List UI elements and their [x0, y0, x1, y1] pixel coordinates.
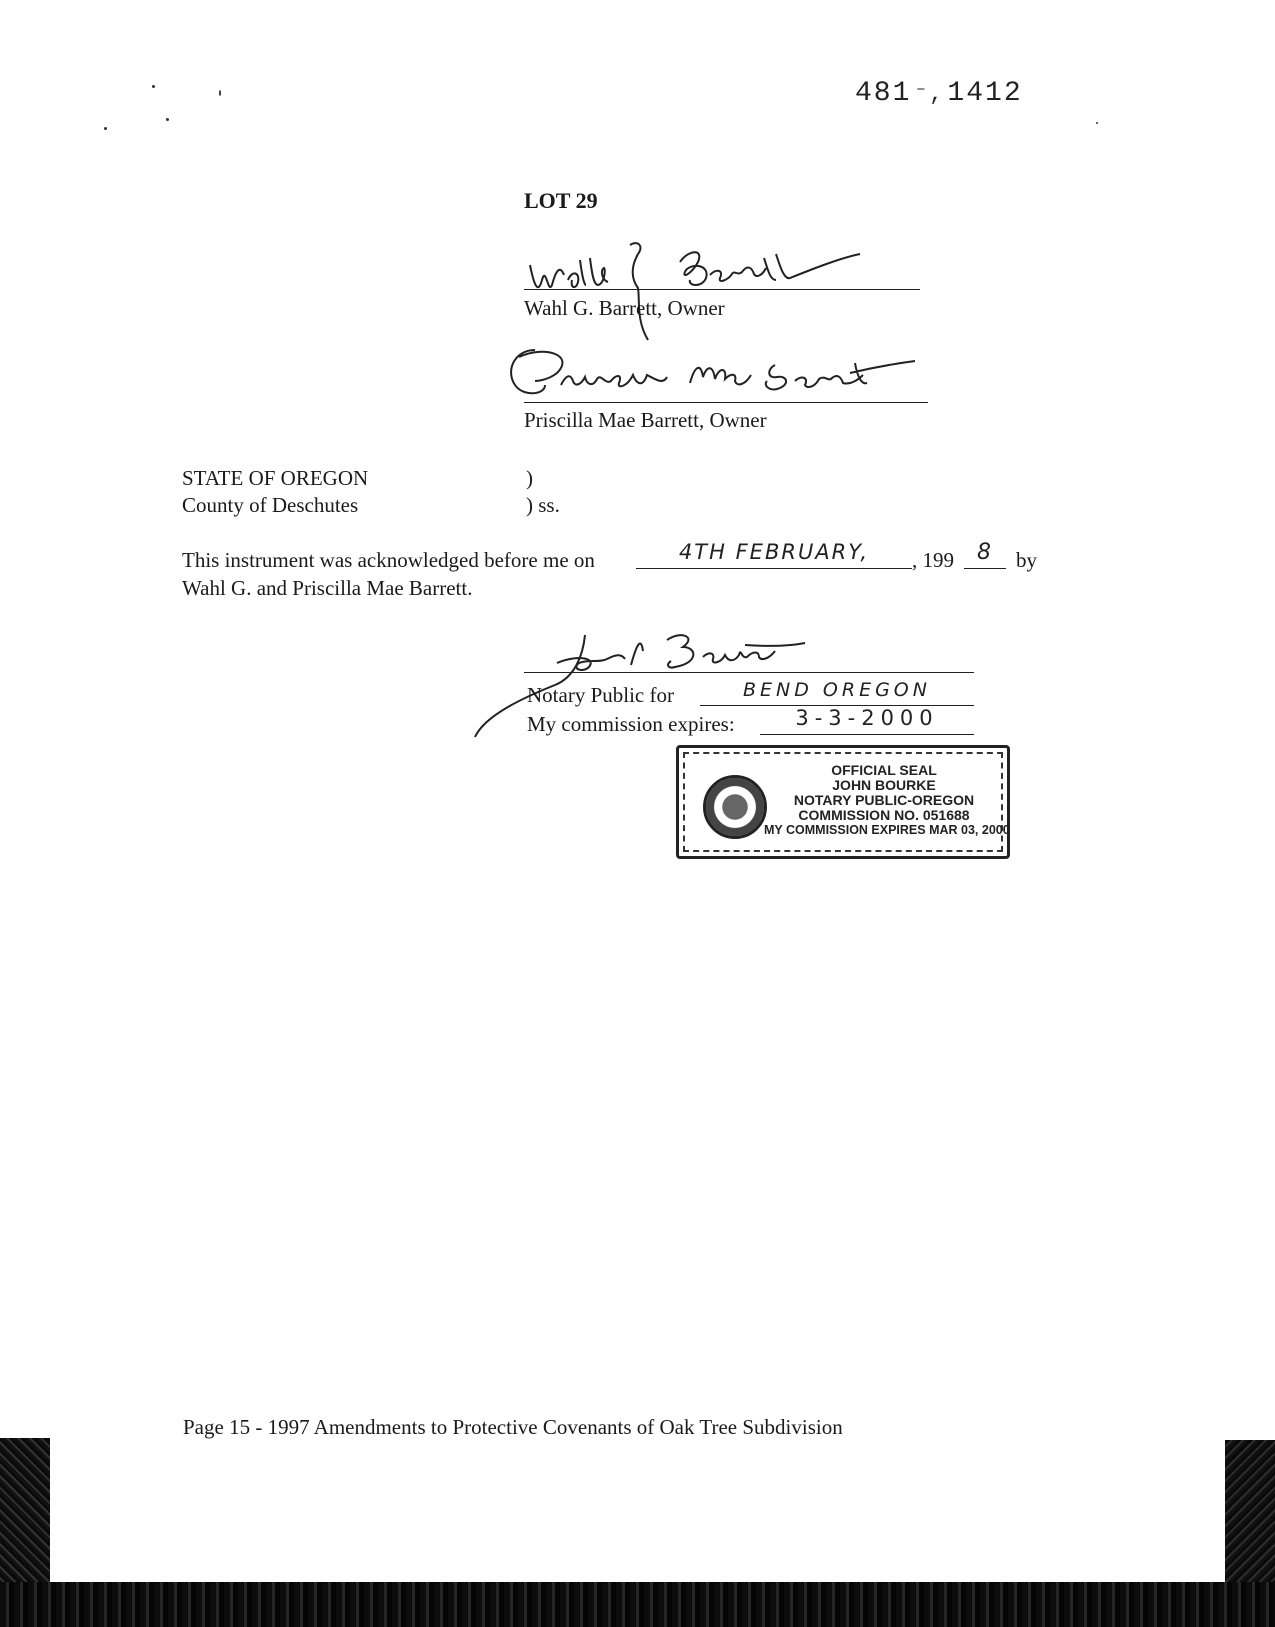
notary-signature-line	[524, 672, 974, 673]
recording-separator-mark: ⁻,	[914, 82, 945, 107]
scan-speck	[219, 90, 221, 96]
owner-1-name: Wahl G. Barrett, Owner	[524, 296, 725, 320]
notary-commission-label: My commission expires:	[527, 712, 735, 736]
acknowledgment-by: by	[1016, 548, 1037, 572]
seal-line-2: JOHN BOURKE	[832, 777, 936, 793]
notary-commission-field	[760, 706, 974, 735]
scan-speck	[166, 118, 169, 121]
acknowledgment-year-prefix: , 199	[912, 548, 954, 572]
scan-speck	[1096, 122, 1098, 124]
acknowledgment-parties: Wahl G. and Priscilla Mae Barrett.	[182, 576, 473, 600]
seal-line-1: OFFICIAL SEAL	[831, 762, 937, 778]
seal-line-3: NOTARY PUBLIC-OREGON	[793, 792, 975, 808]
acknowledgment-year-field	[964, 540, 1006, 569]
scan-speck	[152, 85, 155, 88]
signature-wahl-barrett	[520, 240, 900, 340]
signature-line-2	[524, 402, 928, 403]
venue-county: County of Deschutes	[182, 493, 359, 517]
signature-line-1	[524, 289, 920, 290]
scan-edge-right	[1225, 1440, 1275, 1595]
scan-edge-left	[0, 1438, 50, 1595]
acknowledgment-date: 4TH FEBRUARY,	[678, 540, 870, 564]
owner-2-name: Priscilla Mae Barrett, Owner	[524, 408, 767, 432]
acknowledgment-date-field	[636, 540, 912, 569]
venue-state: STATE OF OREGON	[182, 466, 369, 490]
notary-public-for-field	[700, 679, 974, 706]
notary-public-for-label: Notary Public for	[527, 683, 674, 707]
seal-line-5: MY COMMISSION EXPIRES MAR 03, 2000	[764, 823, 1010, 837]
venue-ss: ) ss.	[526, 493, 560, 517]
official-notary-seal	[676, 745, 1010, 859]
notary-commission-value: 3-3-2000	[795, 706, 939, 730]
acknowledgment-year-digit: 8	[977, 540, 993, 565]
recording-number	[855, 78, 1023, 109]
page-footer: Page 15 - 1997 Amendments to Protective Covenants of Oak Tree Subdivision	[183, 1415, 843, 1439]
scan-edge-bottom	[0, 1582, 1275, 1627]
oregon-state-seal-emblem	[703, 775, 767, 839]
seal-text	[764, 762, 1010, 838]
seal-line-4: COMMISSION NO. 051688	[798, 807, 970, 823]
scan-speck	[104, 127, 107, 130]
acknowledgment-prefix: This instrument was acknowledged before me on	[182, 548, 595, 572]
venue-paren: )	[526, 466, 533, 490]
recording-book: 481	[855, 78, 912, 109]
notary-public-for-value: BEND OREGON	[743, 679, 931, 701]
recording-page: 1412	[947, 78, 1023, 109]
signature-priscilla-barrett	[505, 345, 925, 410]
lot-heading: LOT 29	[524, 188, 598, 213]
